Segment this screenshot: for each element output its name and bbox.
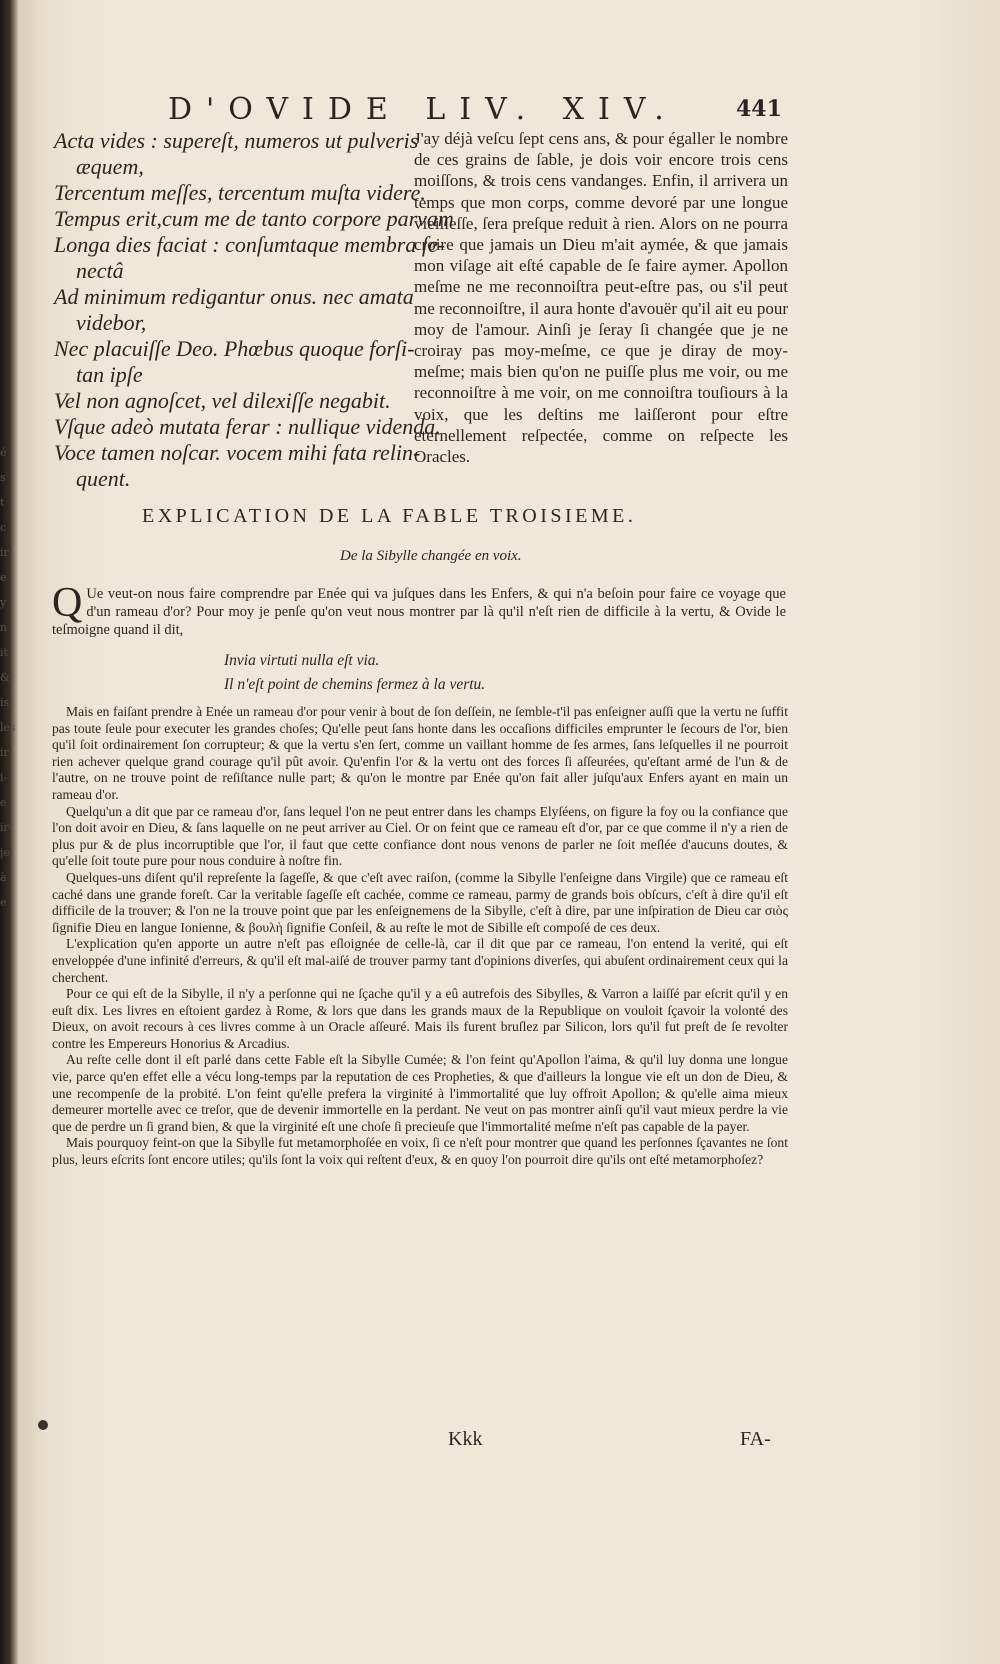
book-page [18, 0, 1000, 1664]
verse-line: tan ipſe [76, 362, 143, 387]
verse-line: quent. [76, 466, 131, 491]
body-paragraph: Au reſte celle dont il eſt parlé dans cette Fable eſt la Sibylle Cumée; & l'on feint qu'Apollon l'aima, & qu'il luy donna une longue vie, parce qu'en effet elle a vécu long-temps par la reputation de ces Propheties, & que d'ailleurs la longue vie eſt un don de Dieu, & une recompenſe de la probité. L'on feint qu'elle prefera la virginité à l'immortalité que luy offroit Apollon; & qu'elle aima mieux demeurer mortelle avec ce treſor, que de devenir immortelle en la perdant. Ne veut on pas montrer ainſi qu'il vaut mieux perdre la vie que de perdre un ſi grand bien, & que la virginité eſt une choſe ſi precieuſe que l'immortalité meſme n'eſt pas capable de la payer. [52, 1052, 788, 1134]
body-paragraph: Quelques-uns diſent qu'il repreſente la ſageſſe, & que c'eſt avec raiſon, (comme la Sibylle l'enſeigne dans Virgile) que ce rameau eſt caché dans une grande foreſt. Car la veritable ſageſſe eſt cachée, comme ce rameau, parmy de grands bois obſcurs, c'eſt à dire qu'il eſt difficile de la trouver; & l'on ne la trouve point que par les enſeignemens de la Sibylle, c'eſt à dire, par une inſpiration de Dieu car σιὸς ſignifie Dieu en langue Ionienne, & βουλὴ ſignifie Conſeil, & au reſte le mot de Sibille eſt compoſé de ces deux. [52, 869, 788, 935]
section-title: EXPLICATION DE LA FABLE TROISIEME. [142, 505, 637, 527]
verse-line: Nec placuiſſe Deo. Phœbus quoque forſi- [54, 336, 415, 361]
body-paragraph: Quelqu'un a dit que par ce rameau d'or, ſans lequel l'on ne peut entrer dans les champs Elyſéens, on figure la foy ou la confiance que l'on doit avoir en Dieu, & ſans laquelle on ne peut arriver au Ciel. Or on feint que ce rameau eſt d'or, par ce que comme il n'y a rien de plus pur & de plus incorruptible que l'or, il faut que cette confiance dont nous venons de parler ne ſoit meſlée d'aucuns doutes, & qu'elle ſoit toute pure pour nous conduire à noſtre fin. [52, 803, 788, 869]
verse-line: Acta vides : supereſt, numeros ut pulveris [54, 128, 419, 153]
verse-line: Vſque adeò mutata ferar : nullique videnda. [54, 414, 441, 439]
facing-page-edge: é s t c ir e y n it & is les ir i- e ir- je à e [0, 446, 16, 909]
ink-spot [38, 1420, 48, 1430]
section-subtitle: De la Sibylle changée en voix. [340, 548, 522, 564]
explication-body [52, 704, 788, 1169]
signature-mark: Kkk [448, 1428, 483, 1450]
body-paragraph: L'explication qu'en apporte un autre n'eſt pas eſloignée de celle-là, car il dit que par ce rameau, l'on entend la verité, qui eſt enveloppée d'une infinité d'erreurs, & qu'il eſt mal-aiſé de trouver parmy tant d'opinions diverſes, qui abuſent ordinairement ceux qui la cherchent. [52, 936, 788, 985]
verse-line: æquem, [76, 154, 144, 179]
latin-quote: Invia virtuti nulla eſt via. [224, 652, 380, 669]
verse-line: Longa dies faciat : conſumtaque membra ſe- [54, 232, 446, 257]
intro-paragraph [52, 580, 786, 639]
verse-line: Vel non agnoſcet, vel dilexiſſe negabit. [54, 388, 391, 413]
drop-cap: Q [52, 580, 83, 626]
french-quote: Il n'eſt point de chemins fermez à la vertu. [224, 676, 486, 693]
verse-line: videbor, [76, 310, 147, 335]
running-title: D'OVIDE LIV. XIV. [168, 92, 678, 127]
verse-line: Tempus erit,cum me de tanto corpore parvam [54, 206, 454, 231]
verse-line: nectâ [76, 258, 124, 283]
intro-text: Ue veut-on nous faire comprendre par Enée qui va juſques dans les Enfers, & qui n'a beſoin pour faire ce voyage que d'un rameau d'or? Pour moy je penſe qu'on veut nous montrer par là qu'il n'eſt rien de difficile à la vertu, & Ovide le teſmoigne quand il dit, [52, 586, 786, 638]
french-translation: J'ay déjà veſcu ſept cens ans, & pour égaller le nombre de ces grains de ſable, je dois voir encore trois cens moiſſons, & trois cens vandanges. Enfin, il arrivera un temps que mon corps, comme devoré par une longue vieilleſſe, ſera preſque reduit à rien. Alors on ne pourra croire que jamais un Dieu m'ait aymée, & que jamais mon viſage ait eſté capable de ſe faire aymer. Apollon meſme ne me reconnoiſtra peut-eſtre pas, ou s'il peut me reconnoiſtre, il aura honte d'avouër qu'il ait eu pour moy de l'amour. Ainſi je ſeray ſi changée que je ne croiray pas moy-meſme, ce que je diray de moy-meſme; mais bien qu'on ne puiſſe plus me voir, ou me reconnoiſtre à me voir, on me connoiſtra touſiours à la voix, que les deſtins me laiſſeront pour eſtre eternellement reſpectée, comme on reſpecte les Oracles. [414, 129, 788, 467]
body-paragraph: Mais pourquoy feint-on que la Sibylle fut metamorphoſée en voix, ſi ce n'eſt pour montrer que quand les perſonnes ſçavantes ne ſont plus, leurs eſcrits ſont encore utiles; qu'ils ſont la voix qui reſtent d'eux, & en quoy l'on pourroit dire qu'ils ont eſté metamorphoſez? [52, 1135, 788, 1168]
body-paragraph: Mais en faiſant prendre à Enée un rameau d'or pour venir à bout de ſon deſſein, ne ſemble-t'il pas enſeigner auſſi que la vertu ne ſuffit pas toute ſeule pour executer les grandes choſes; Qu'elle peut ſans honte dans les occaſions difficiles emprunter le ſecours de l'or, bien qu'il ſoit ordinairement ſon corrupteur; & que la vertu s'en ſert, comme un vaillant homme de ſes armes, ſans leſquelles il ne pourroit rien achever quelque grand courage qu'il pût avoir. Qu'enfin l'or & la vertu ont des forces ſi aſſeurées, qu'eſtant armé de l'un & de l'autre, on ne trouve point de reſiſtance nulle part; & qu'on le montre par Enée qu'on fait aller juſqu'aux Enfers ayant en main un rameau d'or. [52, 704, 788, 802]
catchword: FA- [740, 1428, 771, 1450]
page-number: 441 [736, 96, 782, 122]
body-paragraph: Pour ce qui eſt de la Sibylle, il n'y a perſonne qui ne ſçache qu'il y a eû autrefois des Sibylles, & Varron a laiſſé par eſcrit qu'il y en euſt dix. Les livres en eſtoient gardez à Rome, & lors que dans les grands maux de la Republique on vouloit ſçavoir la volonté des Dieux, on avoit recours à ces livres comme à un Oracle aſſeuré. Mais ils furent bruſlez par Silicon, lors qu'il fut preſt de ſe revolter contre les Empereurs Honorius & Arcadius. [52, 986, 788, 1051]
latin-verse-column [54, 128, 454, 492]
verse-line: Ad minimum redigantur onus. nec amata [54, 284, 414, 309]
verse-line: Voce tamen noſcar. vocem mihi fata relin- [54, 440, 421, 465]
verse-line: Tercentum meſſes, tercentum muſta videre. [54, 180, 426, 205]
